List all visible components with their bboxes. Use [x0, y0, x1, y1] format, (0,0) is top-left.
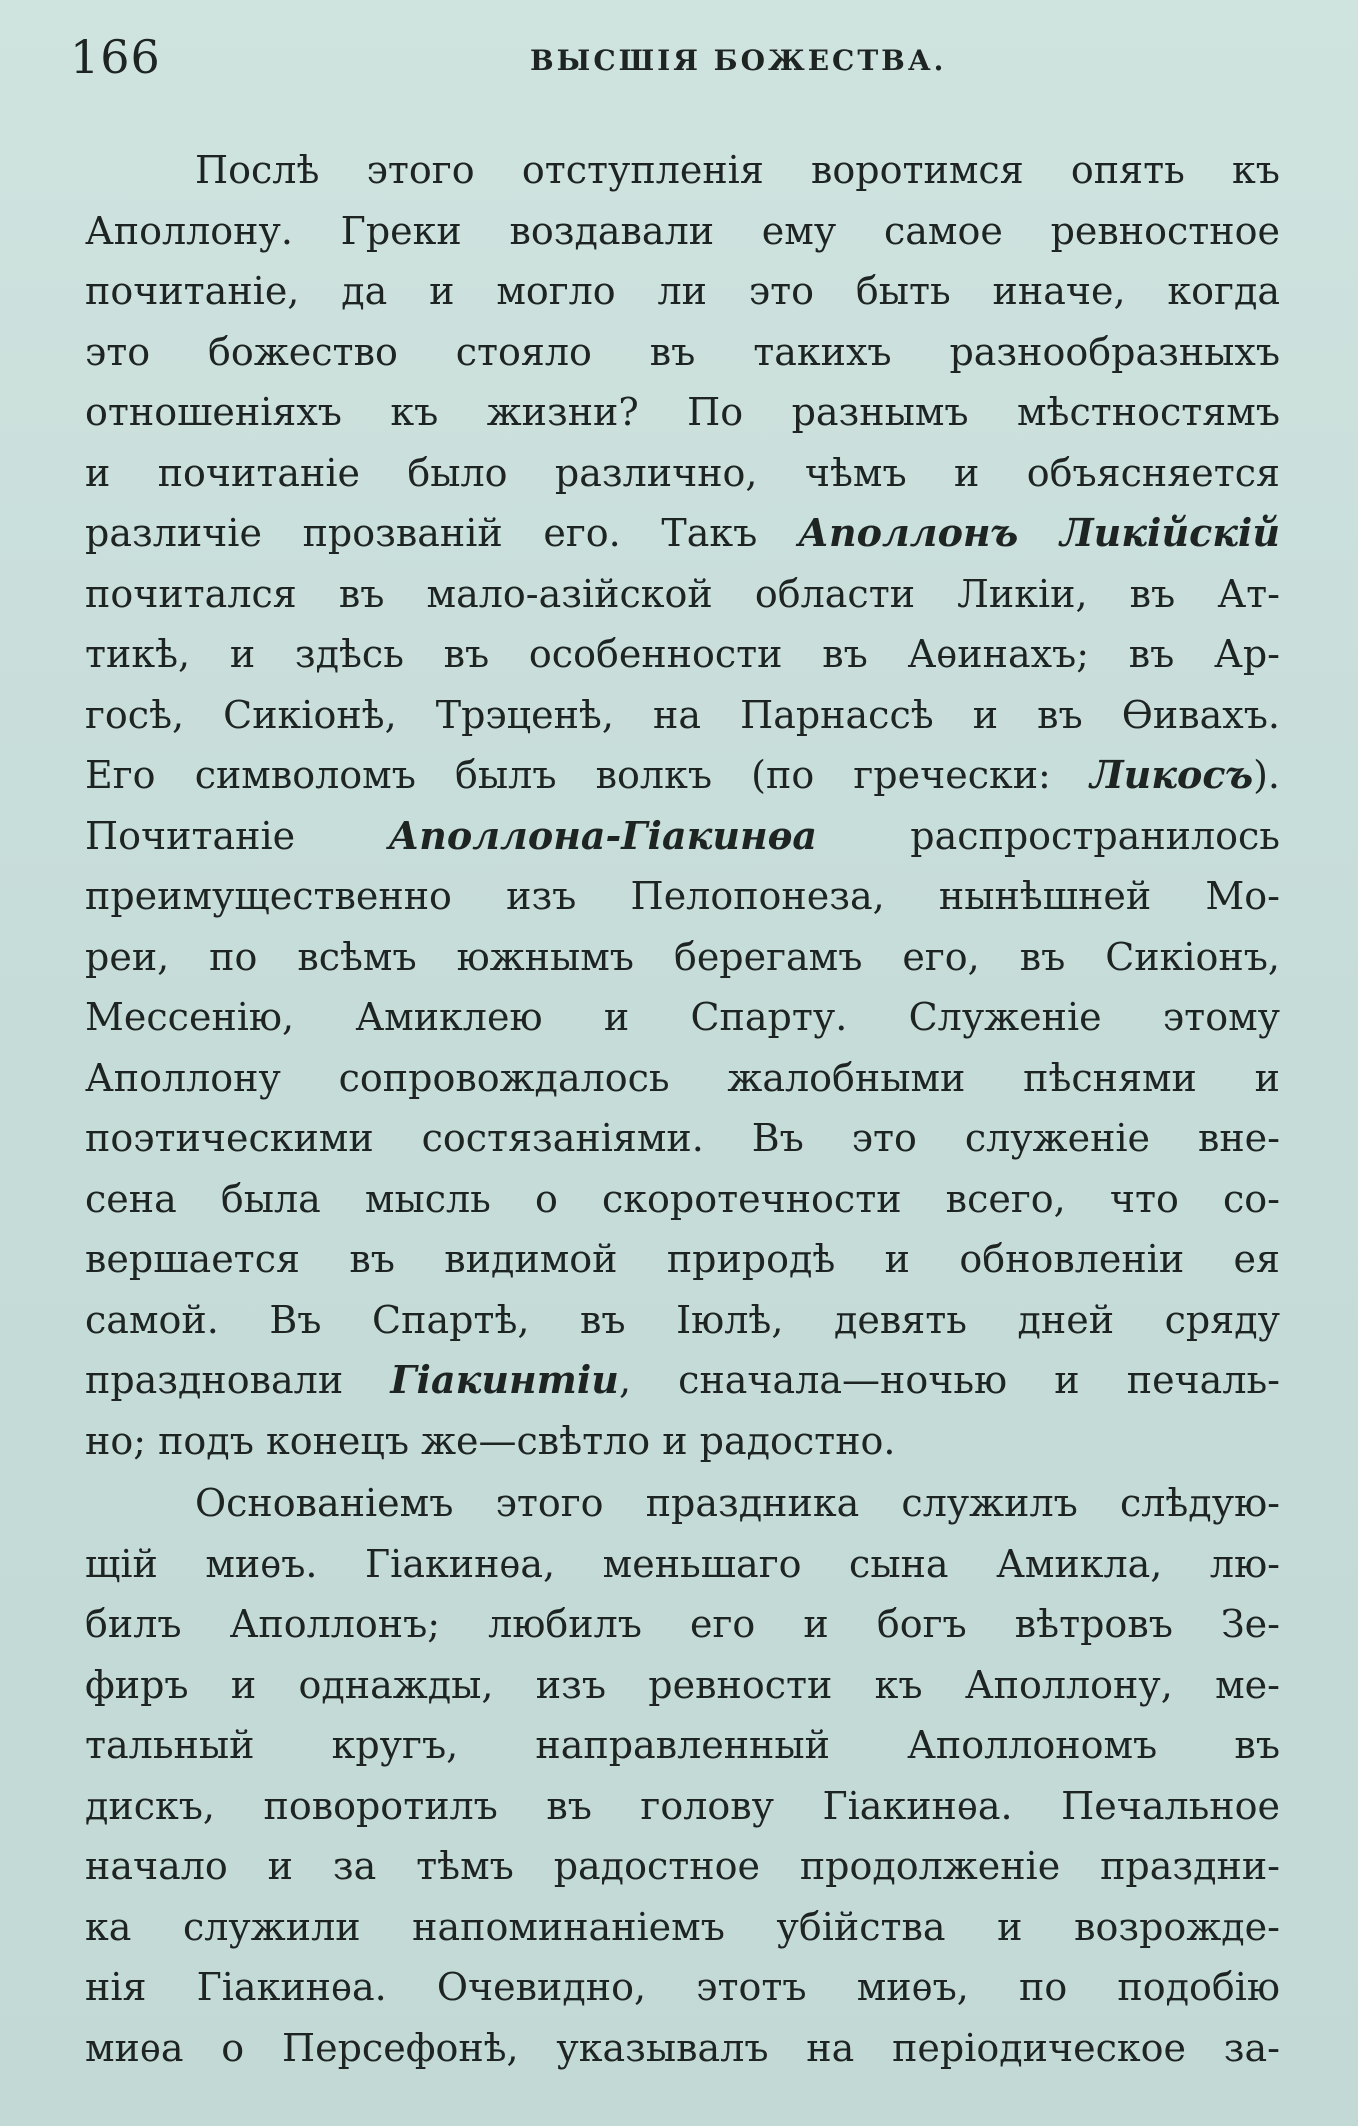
text-line: госѣ, Сикіонѣ, Трэценѣ, на Парнассѣ и въ Ѳивахъ. [85, 692, 1280, 737]
text-line: ка служили напоминаніемъ убійства и возрожде- [85, 1904, 1280, 1949]
text-line [85, 503, 1280, 564]
text-segment: , сначала—ночью и печаль- [618, 1358, 1280, 1402]
text-line: сена была мысль о скоротечности всего, что со- [85, 1176, 1280, 1221]
text-line: билъ Аполлонъ; любилъ его и богъ вѣтровъ Зе- [85, 1602, 1280, 1646]
text-segment: Его символомъ былъ волкъ (по гречески: [85, 753, 1091, 797]
text-line: дискъ, поворотилъ въ голову Гіакинѳа. Печальное [85, 1783, 1280, 1828]
text-segment: распространилось [817, 813, 1280, 858]
text-segment: различіе прозваній его. Такъ [85, 511, 799, 555]
text-line: Мессенію, Амиклею и Спарту. Служеніе этому [85, 995, 1280, 1039]
text-line: миѳа о Персефонѣ, указывалъ на періодическое за- [85, 2025, 1280, 2070]
text-line: преимущественно изъ Пелопонеза, нынѣшней Мо- [85, 874, 1280, 918]
text-line: начало и за тѣмъ радостное продолженіе праздни- [85, 1844, 1280, 1888]
text-line: почитался въ мало-азійской области Ликіи, въ Ат- [85, 571, 1280, 616]
text-segment: Почитаніе [85, 813, 389, 858]
text-line: тальный кругъ, направленный Аполлономъ въ [85, 1723, 1280, 1767]
text-line: щій миѳъ. Гіакинѳа, меньшаго сына Амикла, лю- [85, 1541, 1280, 1586]
running-title: ВЫСШІЯ БОЖЕСТВА. [530, 44, 947, 77]
italic-term: Ликосъ [1090, 752, 1254, 797]
text-line: Основаніемъ этого праздника служилъ слѣдую- [195, 1481, 1280, 1525]
text-line: почитаніе, да и могло ли это быть иначе, когда [85, 269, 1280, 313]
text-line: это божество стояло въ такихъ разнообразныхъ [85, 329, 1280, 374]
text-line: тикѣ, и здѣсь въ особенности въ Аѳинахъ; въ Ар- [85, 632, 1280, 676]
text-segment: праздновали [85, 1358, 391, 1402]
page-header [70, 30, 1288, 90]
text-line [85, 806, 1280, 867]
text-line: и почитаніе было различно, чѣмъ и объясняется [85, 450, 1280, 495]
italic-term: Гіакинтіи [390, 1357, 619, 1402]
text-line: самой. Въ Спартѣ, въ Іюлѣ, девять дней сряду [85, 1297, 1280, 1342]
text-line: поэтическими состязаніями. Въ это служеніе вне- [85, 1116, 1280, 1160]
paragraph-2 [85, 1473, 1280, 2078]
text-line: фиръ и однажды, изъ ревности къ Аполлону, ме- [85, 1662, 1280, 1707]
text-line: отношеніяхъ къ жизни? По разнымъ мѣстностямъ [85, 390, 1280, 434]
italic-term: Аполлона-Гіакинѳа [388, 812, 818, 858]
page-number: 166 [70, 30, 161, 84]
text-segment: ). [1253, 753, 1280, 797]
text-line: Аполлону сопровождалось жалобными пѣснями и [85, 1055, 1280, 1100]
paragraph-1 [85, 140, 1280, 1471]
text-line: реи, по всѣмъ южнымъ берегамъ его, въ Сикіонъ, [85, 934, 1280, 979]
text-line: Послѣ этого отступленія воротимся опять къ [195, 148, 1280, 192]
text-line [85, 745, 1280, 806]
text-line: вершается въ видимой природѣ и обновленіи ея [85, 1237, 1280, 1281]
text-line [85, 1350, 1280, 1411]
text-line: нія Гіакинѳа. Очевидно, этотъ миѳъ, по подобію [85, 1965, 1280, 2009]
text-line: Аполлону. Греки воздавали ему самое ревностное [85, 208, 1280, 253]
italic-term: Аполлонъ Ликійскій [798, 510, 1280, 555]
body-text [85, 140, 1280, 2080]
text-line: но; подъ конецъ же—свѣтло и радостно. [85, 1418, 896, 1463]
